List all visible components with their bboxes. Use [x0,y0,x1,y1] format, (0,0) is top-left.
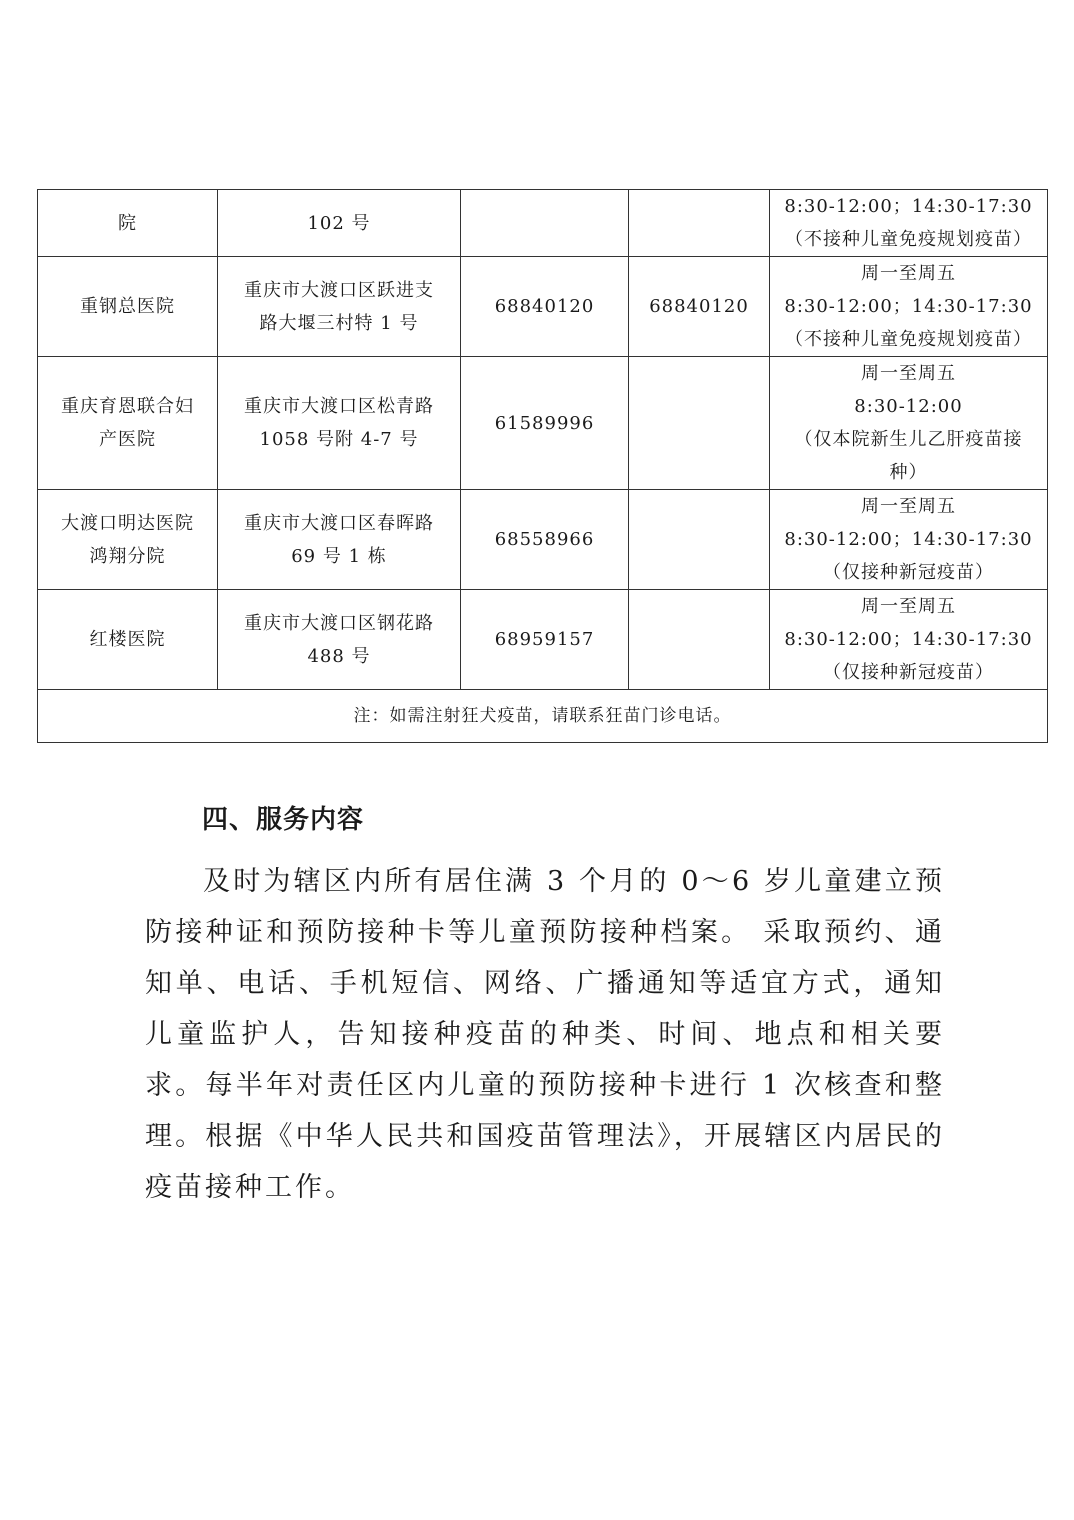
clinic-name-cell [38,357,218,490]
clinic-hours-cell [770,190,1048,257]
table-row [38,257,1048,357]
clinic-hours-line: 周一至周五 [861,363,956,384]
section-heading: 四、服务内容 [202,805,365,835]
clinic-address-cell [218,490,461,590]
clinic-address-line: 路大堰三村特 1 号 [259,312,419,334]
clinic-hours-line: （不接种儿童免疫规划疫苗） [785,229,1032,250]
clinic-hours-line: （仅接种新冠疫苗） [823,562,994,583]
clinic-hours-line: 周一至周五 [861,263,956,284]
clinic-hours-line: （不接种儿童免疫规划疫苗） [785,329,1032,350]
clinic-address-cell [218,590,461,690]
clinic-name-line: 重钢总医院 [80,296,175,317]
clinic-phone-cell [461,190,629,257]
clinic-hours-line: 8:30-12:00；14:30-17:30 [784,629,1033,650]
clinic-phone2-cell [629,357,770,490]
clinic-name-cell [38,257,218,357]
clinic-name-line: 产医院 [99,429,156,450]
table-row [38,490,1048,590]
clinic-phone-cell: 68558966 [461,490,629,590]
clinic-hours-line: 周一至周五 [861,596,956,617]
clinic-address-line: 69 号 1 栋 [291,545,387,567]
clinic-phone-cell: 68840120 [461,257,629,357]
section-paragraph: 及时为辖区内所有居住满 3 个月的 0～6 岁儿童建立预防接种证和预防接种卡等儿童预防接种档案。 采取预约、通知单、电话、手机短信、网络、广播通知等适宜方式，通知儿童监护人，告知接种疫苗的种类、时间、地点和相关要求。每半年对责任区内儿童的预防接种卡进行 1 次核查和整理。根据《中华人民共和国疫苗管理法》，开展辖区内居民的疫苗接种工作。 [145,866,945,1203]
clinic-address-line: 102 号 [307,212,371,234]
clinic-hours-line: 8:30-12:00；14:30-17:30 [784,196,1033,217]
clinic-address-line: 重庆市大渡口区春晖路 [244,512,434,534]
clinic-name-cell [38,490,218,590]
clinic-name-line: 院 [118,212,137,234]
clinic-phone-cell: 68959157 [461,590,629,690]
clinic-hours-line: 8:30-12:00 [854,396,963,417]
clinic-name-line: 鸿翔分院 [89,545,166,567]
clinic-hours-line: 8:30-12:00；14:30-17:30 [784,296,1033,317]
clinic-name-cell [38,190,218,257]
clinic-address-cell [218,190,461,257]
clinic-hours-line: 周一至周五 [861,496,956,517]
clinic-name-line: 重庆育恩联合妇 [61,396,194,417]
table-row [38,357,1048,490]
clinic-hours-cell [770,257,1048,357]
clinic-address-line: 重庆市大渡口区钢花路 [244,612,434,634]
clinic-address-line: 1058 号附 4-7 号 [259,429,419,450]
clinic-hours-cell [770,490,1048,590]
clinic-hours-line: （仅本院新生儿乙肝疫苗接 [794,429,1023,450]
clinic-hours-cell [770,357,1048,490]
clinic-address-line: 488 号 [307,645,371,667]
table-note: 注：如需注射狂犬疫苗，请联系狂苗门诊电话。 [38,690,1048,743]
table-row [38,190,1048,257]
clinic-hours-line: （仅接种新冠疫苗） [823,662,994,683]
clinic-phone2-cell [629,590,770,690]
vaccination-clinics-table [37,189,1048,743]
clinic-phone2-cell: 68840120 [629,257,770,357]
clinic-address-line: 重庆市大渡口区跃进支 [244,279,434,301]
clinic-name-cell [38,590,218,690]
clinic-hours-line: 8:30-12:00；14:30-17:30 [784,529,1033,550]
table-note-row [38,690,1048,743]
clinic-hours-line: 种） [889,462,928,483]
clinic-phone2-cell [629,190,770,257]
clinic-phone-cell: 61589996 [461,357,629,490]
clinic-phone2-cell [629,490,770,590]
clinic-name-line: 红楼医院 [89,629,166,650]
table-row [38,590,1048,690]
clinic-address-cell [218,257,461,357]
clinic-name-line: 大渡口明达医院 [61,512,194,534]
clinic-address-line: 重庆市大渡口区松青路 [244,396,434,417]
clinic-hours-cell [770,590,1048,690]
clinic-address-cell [218,357,461,490]
